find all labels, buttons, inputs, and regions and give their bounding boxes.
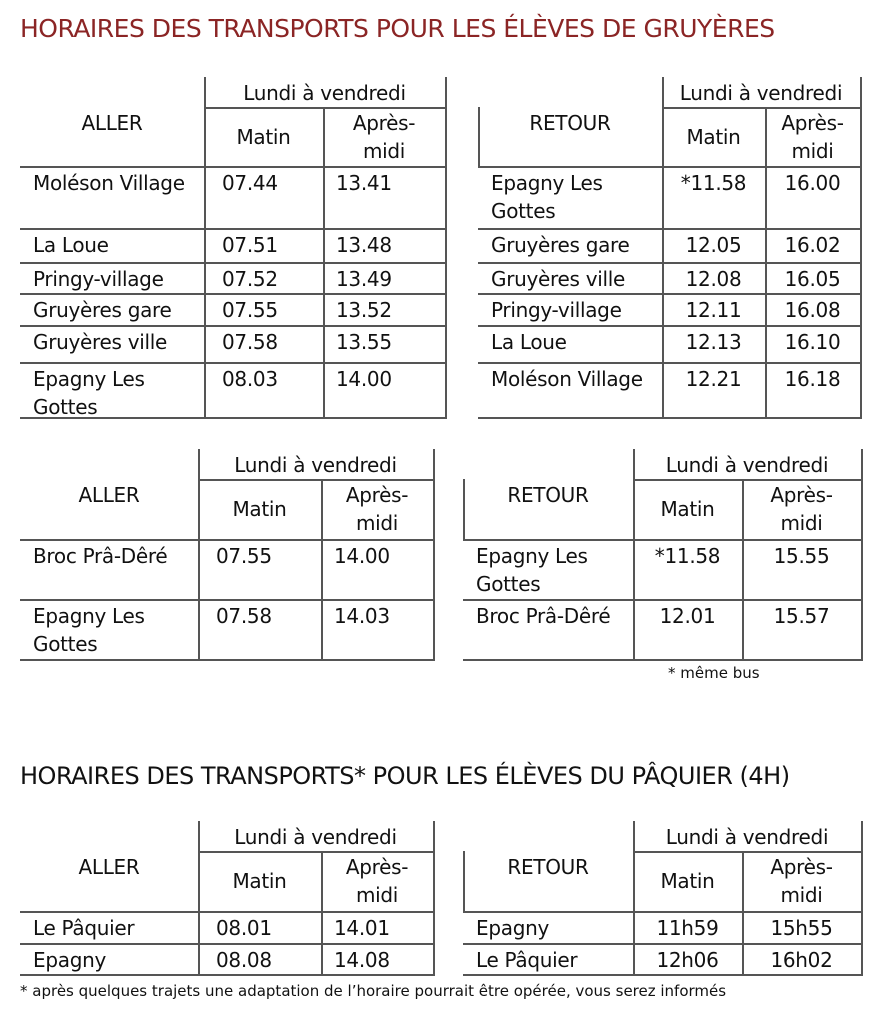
afternoon-header: Après- xyxy=(770,855,833,879)
stop-name: Broc Prâ-Dêré xyxy=(476,604,611,628)
afternoon-time: 14.01 xyxy=(334,916,390,940)
afternoon-header-cont: midi xyxy=(355,883,399,907)
morning-time: 08.03 xyxy=(222,367,278,391)
grid-line xyxy=(20,974,435,976)
period-header: Lundi à vendredi xyxy=(234,453,397,477)
afternoon-header: Après- xyxy=(781,111,844,135)
morning-time: *11.58 xyxy=(654,544,721,568)
grid-line xyxy=(463,539,863,541)
grid-line xyxy=(478,293,862,295)
direction-header: RETOUR xyxy=(507,855,589,879)
afternoon-header: Après- xyxy=(345,483,409,507)
grid-line xyxy=(478,325,862,327)
grid-line xyxy=(20,166,447,168)
afternoon-header-cont: midi xyxy=(355,511,399,535)
stop-name: Pringy-village xyxy=(33,267,164,291)
morning-time: 07.44 xyxy=(222,171,278,195)
afternoon-time: 14.00 xyxy=(336,367,392,391)
grid-line xyxy=(463,911,863,913)
morning-header: Matin xyxy=(236,125,291,149)
grid-line xyxy=(463,659,863,661)
grid-line xyxy=(478,262,862,264)
section-paquier-title: HORAIRES DES TRANSPORTS* POUR LES ÉLÈVES DU PÂQUIER (4H) xyxy=(20,762,790,790)
stop-name: Epagny Les xyxy=(33,367,145,391)
morning-time: 08.01 xyxy=(216,916,272,940)
morning-time: 12.13 xyxy=(685,330,742,354)
stop-name: Gruyères gare xyxy=(491,233,630,257)
grid-line xyxy=(478,362,862,364)
direction-header: ALLER xyxy=(81,111,143,135)
stop-name: Gruyères ville xyxy=(33,330,168,354)
morning-time: 12.01 xyxy=(659,604,716,628)
stop-name: La Loue xyxy=(491,330,567,354)
stop-name-cont: Gottes xyxy=(491,199,556,223)
morning-time: 07.58 xyxy=(216,604,272,628)
afternoon-header-cont: midi xyxy=(780,883,823,907)
schedule-adaptation-footnote: * après quelques trajets une adaptation de l’horaire pourrait être opérée, vous serez informés xyxy=(20,982,727,1000)
morning-time: *11.58 xyxy=(680,171,747,195)
afternoon-header-cont: midi xyxy=(780,511,823,535)
afternoon-time: 14.00 xyxy=(334,544,390,568)
stop-name: Gruyères ville xyxy=(491,267,626,291)
stop-name: Epagny Les xyxy=(33,604,145,628)
grid-line xyxy=(463,974,863,976)
same-bus-footnote: * même bus xyxy=(668,664,760,682)
direction-header: ALLER xyxy=(78,855,140,879)
grid-line xyxy=(860,77,862,419)
grid-line xyxy=(463,943,863,945)
afternoon-header-cont: midi xyxy=(362,139,406,163)
grid-line xyxy=(20,659,435,661)
section-gruyeres-title: HORAIRES DES TRANSPORTS POUR LES ÉLÈVES DE GRUYÈRES xyxy=(20,14,775,43)
morning-time: 12.08 xyxy=(685,267,742,291)
stop-name: Epagny xyxy=(476,916,549,940)
afternoon-time: 13.41 xyxy=(336,171,392,195)
morning-header: Matin xyxy=(660,497,715,521)
afternoon-time: 16h02 xyxy=(770,948,833,972)
afternoon-time: 16.18 xyxy=(784,367,841,391)
grid-line xyxy=(478,228,862,230)
grid-line xyxy=(20,943,435,945)
grid-line xyxy=(20,262,447,264)
afternoon-time: 15.55 xyxy=(773,544,830,568)
morning-time: 07.51 xyxy=(222,233,278,257)
stop-name: Le Pâquier xyxy=(33,916,135,940)
morning-time: 12.11 xyxy=(685,298,742,322)
afternoon-time: 16.00 xyxy=(784,171,841,195)
morning-time: 11h59 xyxy=(656,916,719,940)
stop-name-cont: Gottes xyxy=(476,572,541,596)
morning-time: 07.55 xyxy=(222,298,278,322)
afternoon-time: 13.55 xyxy=(336,330,392,354)
morning-header: Matin xyxy=(232,497,287,521)
morning-time: 07.52 xyxy=(222,267,278,291)
afternoon-header: Après- xyxy=(345,855,409,879)
afternoon-time: 13.52 xyxy=(336,298,392,322)
afternoon-time: 16.10 xyxy=(784,330,841,354)
afternoon-time: 15h55 xyxy=(770,916,833,940)
grid-line xyxy=(861,449,863,661)
period-header: Lundi à vendredi xyxy=(234,825,397,849)
morning-time: 07.58 xyxy=(222,330,278,354)
morning-time: 07.55 xyxy=(216,544,272,568)
grid-line xyxy=(445,77,447,419)
afternoon-time: 15.57 xyxy=(773,604,830,628)
grid-line xyxy=(433,821,435,976)
grid-line xyxy=(478,417,862,419)
morning-header: Matin xyxy=(232,869,287,893)
stop-name: Gruyères gare xyxy=(33,298,172,322)
direction-header: RETOUR xyxy=(529,111,611,135)
grid-line xyxy=(478,166,862,168)
morning-time: 12.05 xyxy=(685,233,742,257)
stop-name: Epagny xyxy=(33,948,106,972)
stop-name: Le Pâquier xyxy=(476,948,578,972)
direction-header: RETOUR xyxy=(507,483,589,507)
grid-line xyxy=(20,362,447,364)
stop-name: Epagny Les xyxy=(491,171,603,195)
morning-time: 08.08 xyxy=(216,948,272,972)
period-header: Lundi à vendredi xyxy=(679,81,843,105)
stop-name: La Loue xyxy=(33,233,109,257)
morning-time: 12.21 xyxy=(685,367,742,391)
grid-line xyxy=(463,599,863,601)
period-header: Lundi à vendredi xyxy=(243,81,406,105)
afternoon-time: 13.48 xyxy=(336,233,392,257)
stop-name: Moléson Village xyxy=(33,171,185,195)
grid-line xyxy=(20,228,447,230)
afternoon-header: Après- xyxy=(352,111,416,135)
direction-header: ALLER xyxy=(78,483,140,507)
grid-line xyxy=(198,449,200,661)
grid-line xyxy=(20,325,447,327)
period-header: Lundi à vendredi xyxy=(665,825,829,849)
afternoon-time: 14.08 xyxy=(334,948,390,972)
grid-line xyxy=(20,911,435,913)
afternoon-time: 16.08 xyxy=(784,298,841,322)
morning-header: Matin xyxy=(660,869,715,893)
stop-name: Pringy-village xyxy=(491,298,622,322)
period-header: Lundi à vendredi xyxy=(665,453,829,477)
afternoon-header: Après- xyxy=(770,483,833,507)
afternoon-time: 14.03 xyxy=(334,604,390,628)
afternoon-header-cont: midi xyxy=(791,139,834,163)
stop-name-cont: Gottes xyxy=(33,395,98,419)
stop-name: Moléson Village xyxy=(491,367,643,391)
stop-name: Broc Prâ-Dêré xyxy=(33,544,168,568)
morning-time: 12h06 xyxy=(656,948,719,972)
grid-line xyxy=(20,293,447,295)
grid-line xyxy=(20,599,435,601)
morning-header: Matin xyxy=(686,125,741,149)
afternoon-time: 16.05 xyxy=(784,267,841,291)
afternoon-time: 16.02 xyxy=(784,233,841,257)
grid-line xyxy=(861,821,863,976)
grid-line xyxy=(20,539,435,541)
stop-name: Epagny Les xyxy=(476,544,588,568)
grid-line xyxy=(433,449,435,661)
afternoon-time: 13.49 xyxy=(336,267,392,291)
stop-name-cont: Gottes xyxy=(33,632,98,656)
